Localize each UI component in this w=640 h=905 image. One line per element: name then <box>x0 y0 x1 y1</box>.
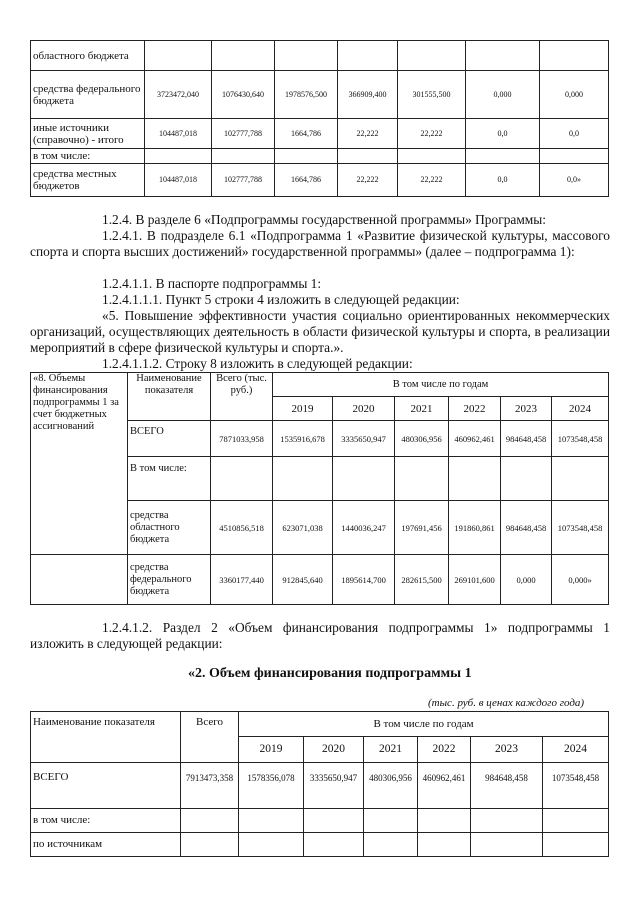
table-row <box>31 71 609 119</box>
header-years: В том числе по годам <box>239 712 609 737</box>
cell-2019: 623071,038 <box>273 501 333 555</box>
row-label: средства федерального бюджета <box>128 555 211 605</box>
paragraph-1-2-4: 1.2.4. В разделе 6 «Подпрограммы государственной программы» Программы: <box>102 212 546 227</box>
cell-2019: 1535916,678 <box>273 421 333 457</box>
row-label: в том числе: <box>31 809 181 833</box>
cell-2022: 22,222 <box>398 119 466 149</box>
cell-2024 <box>552 457 609 501</box>
cell-total: 7913473,358 <box>181 763 239 809</box>
subprogram-funding-table <box>30 711 609 857</box>
cell-total: 104487,018 <box>145 164 212 197</box>
cell-2019 <box>239 809 304 833</box>
paragraph-1-2-4-1-1-1: 1.2.4.1.1.1. Пункт 5 строки 4 изложить в следующей редакции: <box>102 292 460 307</box>
row-label: средства местных бюджетов <box>31 164 145 197</box>
paragraph-point-5: «5. Повышение эффективности участия социально ориентированных некоммерческих организаций, осуществляющих деятельность в области физической культуры и спорта, в реализации мероприятий в сфере физической культуры и спорта.». <box>30 308 610 355</box>
cell-total <box>145 41 212 71</box>
table-row <box>31 119 609 149</box>
passport-row-8-table <box>30 372 609 605</box>
header-indicator: Наименование показателя <box>128 373 211 421</box>
cell-2019: 1578356,078 <box>239 763 304 809</box>
table-header-row <box>31 373 609 397</box>
cell-2019: 102777,788 <box>212 119 275 149</box>
cell-2022 <box>398 149 466 164</box>
cell-2020 <box>304 833 364 857</box>
cell-2023 <box>501 457 552 501</box>
cell-2022 <box>418 809 471 833</box>
cell-2022 <box>449 457 501 501</box>
cell-total <box>211 457 273 501</box>
cell-2020: 1664,786 <box>275 119 338 149</box>
cell-2024: 1073548,458 <box>552 501 609 555</box>
year-2024: 2024 <box>552 397 609 421</box>
cell-2021 <box>364 809 418 833</box>
row-8-label: «8. Объемы финансирования подпрограммы 1 за счет бюджетных ассигнований <box>31 373 128 555</box>
cell-2020: 1440036,247 <box>333 501 395 555</box>
row-8-label-continued <box>31 555 128 605</box>
cell-2022: 460962,461 <box>449 421 501 457</box>
cell-2022 <box>398 41 466 71</box>
cell-2024: 1073548,458 <box>543 763 609 809</box>
paragraph-1-2-4-1: 1.2.4.1. В подразделе 6.1 «Подпрограмма 1 «Развитие физической культуры, массового спорта и спорта высших достижений» государственной программы» (далее – подпрограмма 1): <box>30 228 610 259</box>
cell-2021 <box>364 833 418 857</box>
cell-2023: 0,000 <box>501 555 552 605</box>
cell-2024 <box>543 833 609 857</box>
table-row <box>31 555 609 605</box>
row-label: в том числе: <box>31 149 145 164</box>
cell-2020 <box>333 457 395 501</box>
cell-2019 <box>273 457 333 501</box>
cell-2024: 0,000 <box>540 71 609 119</box>
cell-2023: 0,0 <box>466 119 540 149</box>
row-label: областного бюджета <box>31 41 145 71</box>
cell-2022: 460962,461 <box>418 763 471 809</box>
cell-2024 <box>543 809 609 833</box>
cell-2019: 912845,640 <box>273 555 333 605</box>
cell-2020: 1978576,500 <box>275 71 338 119</box>
header-total: Всего (тыс. руб.) <box>211 373 273 421</box>
cell-2022: 22,222 <box>398 164 466 197</box>
cell-total: 3723472,040 <box>145 71 212 119</box>
cell-2022 <box>418 833 471 857</box>
cell-2023 <box>471 833 543 857</box>
cell-2019: 102777,788 <box>212 164 275 197</box>
cell-2023 <box>471 809 543 833</box>
table-row <box>31 833 609 857</box>
year-2023: 2023 <box>471 737 543 763</box>
row-label: средства федерального бюджета <box>31 71 145 119</box>
cell-2020 <box>275 149 338 164</box>
row-label: иные источники (справочно) - итого <box>31 119 145 149</box>
table-row <box>31 763 609 809</box>
cell-2022: 301555,500 <box>398 71 466 119</box>
row-label: ВСЕГО <box>31 763 181 809</box>
cell-2021: 22,222 <box>338 164 398 197</box>
section-heading: «2. Объем финансирования подпрограммы 1 <box>188 666 472 681</box>
cell-2023: 984648,458 <box>501 421 552 457</box>
header-total: Всего <box>181 712 239 763</box>
table-row <box>31 164 609 197</box>
cell-2024: 0,0» <box>540 164 609 197</box>
cell-2023 <box>466 149 540 164</box>
cell-2020: 3335650,947 <box>333 421 395 457</box>
cell-total: 4510856,518 <box>211 501 273 555</box>
table-row <box>31 149 609 164</box>
cell-2024: 0,0 <box>540 119 609 149</box>
header-years: В том числе по годам <box>273 373 609 397</box>
cell-2021 <box>338 149 398 164</box>
cell-2021: 366909,400 <box>338 71 398 119</box>
cell-total: 3360177,440 <box>211 555 273 605</box>
cell-2024: 0,000» <box>552 555 609 605</box>
cell-2020 <box>304 809 364 833</box>
row-label: ВСЕГО <box>128 421 211 457</box>
cell-2019 <box>212 41 275 71</box>
year-2023: 2023 <box>501 397 552 421</box>
cell-2021: 282615,500 <box>395 555 449 605</box>
cell-2021: 22,222 <box>338 119 398 149</box>
year-2020: 2020 <box>304 737 364 763</box>
cell-total <box>181 809 239 833</box>
paragraph-1-2-4-1-1-2: 1.2.4.1.1.2. Строку 8 изложить в следующей редакции: <box>102 356 413 371</box>
cell-2020: 1895614,700 <box>333 555 395 605</box>
cell-total <box>145 149 212 164</box>
cell-2021 <box>395 457 449 501</box>
year-2020: 2020 <box>333 397 395 421</box>
table-row <box>31 809 609 833</box>
row-label: В том числе: <box>128 457 211 501</box>
cell-total: 7871033,958 <box>211 421 273 457</box>
cell-2020: 1664,786 <box>275 164 338 197</box>
cell-2023: 984648,458 <box>471 763 543 809</box>
year-2019: 2019 <box>239 737 304 763</box>
year-2022: 2022 <box>449 397 501 421</box>
paragraph-1-2-4-1-1: 1.2.4.1.1. В паспорте подпрограммы 1: <box>102 276 322 291</box>
cell-total: 104487,018 <box>145 119 212 149</box>
year-2022: 2022 <box>418 737 471 763</box>
table-header-row <box>31 712 609 737</box>
cell-2023: 984648,458 <box>501 501 552 555</box>
paragraph-1-2-4-1-2: 1.2.4.1.2. Раздел 2 «Объем финансирования подпрограммы 1» подпрограммы 1 изложить в следующей редакции: <box>30 620 610 651</box>
cell-2021: 480306,956 <box>364 763 418 809</box>
header-indicator: Наименование показателя <box>31 712 181 763</box>
cell-2023: 0,000 <box>466 71 540 119</box>
cell-2020 <box>275 41 338 71</box>
cell-2019 <box>239 833 304 857</box>
funding-table-continuation <box>30 40 609 197</box>
cell-2022: 269101,600 <box>449 555 501 605</box>
cell-2024 <box>540 41 609 71</box>
row-label: по источникам <box>31 833 181 857</box>
units-note: (тыс. руб. в ценах каждого года) <box>428 697 585 709</box>
cell-2024: 1073548,458 <box>552 421 609 457</box>
year-2021: 2021 <box>364 737 418 763</box>
cell-2021 <box>338 41 398 71</box>
cell-2019 <box>212 149 275 164</box>
cell-2022: 191860,861 <box>449 501 501 555</box>
year-2024: 2024 <box>543 737 609 763</box>
table-row <box>31 41 609 71</box>
cell-2019: 1076430,640 <box>212 71 275 119</box>
cell-2020: 3335650,947 <box>304 763 364 809</box>
cell-2023: 0,0 <box>466 164 540 197</box>
cell-2021: 480306,956 <box>395 421 449 457</box>
cell-2021: 197691,456 <box>395 501 449 555</box>
row-label: средства областного бюджета <box>128 501 211 555</box>
cell-2023 <box>466 41 540 71</box>
year-2019: 2019 <box>273 397 333 421</box>
cell-total <box>181 833 239 857</box>
cell-2024 <box>540 149 609 164</box>
year-2021: 2021 <box>395 397 449 421</box>
